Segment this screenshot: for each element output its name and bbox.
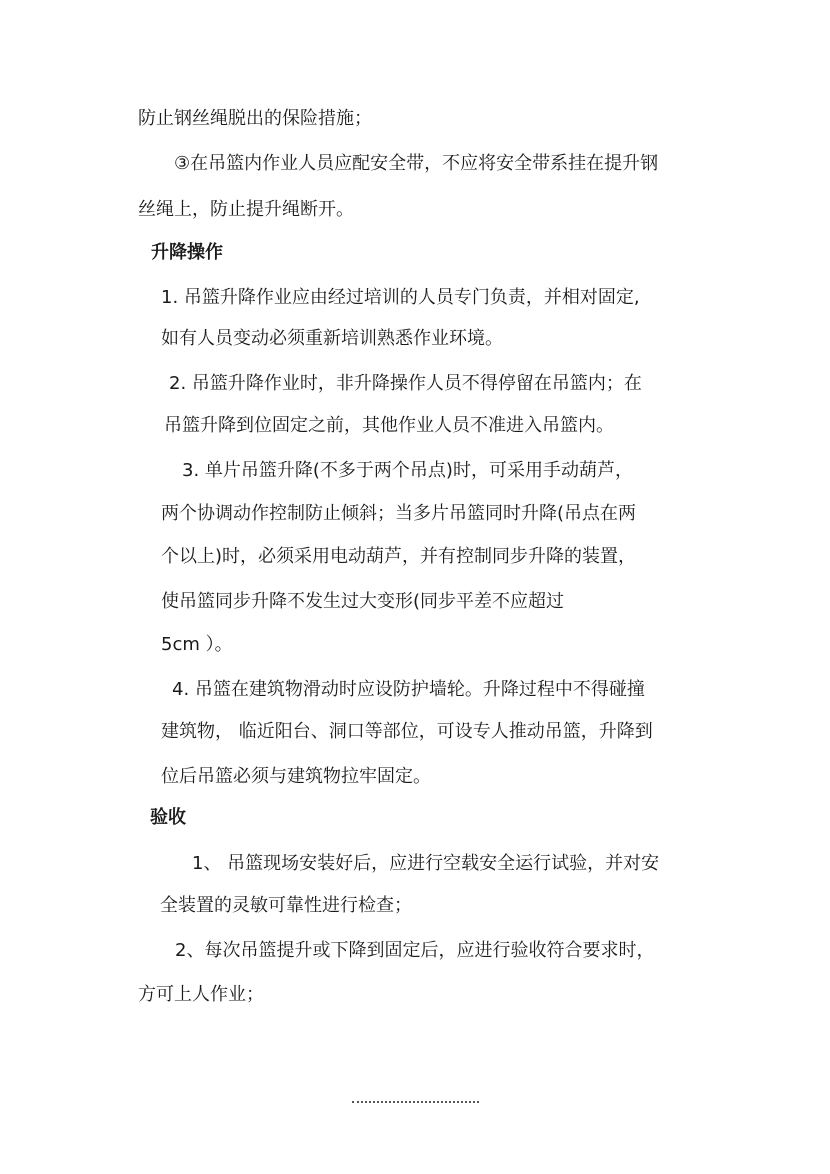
paragraph-line: 两个协调动作控制防止倾斜；当多片吊篮同时升降(吊点在两 <box>161 503 637 524</box>
paragraph-line: 如有人员变动必须重新培训熟悉作业环境。 <box>161 328 503 349</box>
paragraph-line: 方可上人作业； <box>138 984 264 1005</box>
paragraph-line: 防止钢丝绳脱出的保险措施； <box>138 108 372 129</box>
paragraph-line: 2、每次吊篮提升或下降到固定后，应进行验收符合要求时， <box>175 940 655 961</box>
paragraph-line: 建筑物， 临近阳台、洞口等部位，可设专人推动吊篮，升降到 <box>161 721 653 742</box>
paragraph-line: 全装置的灵敏可靠性进行检查； <box>160 895 412 916</box>
paragraph-line: 位后吊篮必须与建筑物拉牢固定。 <box>161 766 431 787</box>
paragraph-line: 2. 吊篮升降作业时，非升降操作人员不得停留在吊篮内；在 <box>169 373 642 394</box>
paragraph-line: 3. 单片吊篮升降(不多于两个吊点)时，可采用手动葫芦， <box>182 460 633 481</box>
section-heading-lifting: 升降操作 <box>151 242 223 263</box>
paragraph-line: 个以上)时，必须采用电动葫芦，并有控制同步升降的装置， <box>161 546 637 567</box>
paragraph-line: 1. 吊篮升降作业应由经过培训的人员专门负责，并相对固定, <box>161 287 640 308</box>
paragraph-line: 5cm ）。 <box>161 634 233 655</box>
paragraph-line: 4. 吊篮在建筑物滑动时应设防护墙轮。升降过程中不得碰撞 <box>172 679 645 700</box>
paragraph-line: 使吊篮同步升降不发生过大变形(同步平差不应超过 <box>161 591 565 612</box>
paragraph-line: 吊篮升降到位固定之前，其他作业人员不准进入吊篮内。 <box>164 415 614 436</box>
paragraph-line: 1、 吊篮现场安装好后，应进行空载安全运行试验，并对安 <box>192 853 660 874</box>
footer-divider <box>352 1101 479 1103</box>
section-heading-acceptance: 验收 <box>150 807 186 828</box>
paragraph-line: ③在吊篮内作业人员应配安全带，不应将安全带系挂在提升钢 <box>174 153 659 174</box>
paragraph-line: 丝绳上，防止提升绳断开。 <box>138 199 354 220</box>
